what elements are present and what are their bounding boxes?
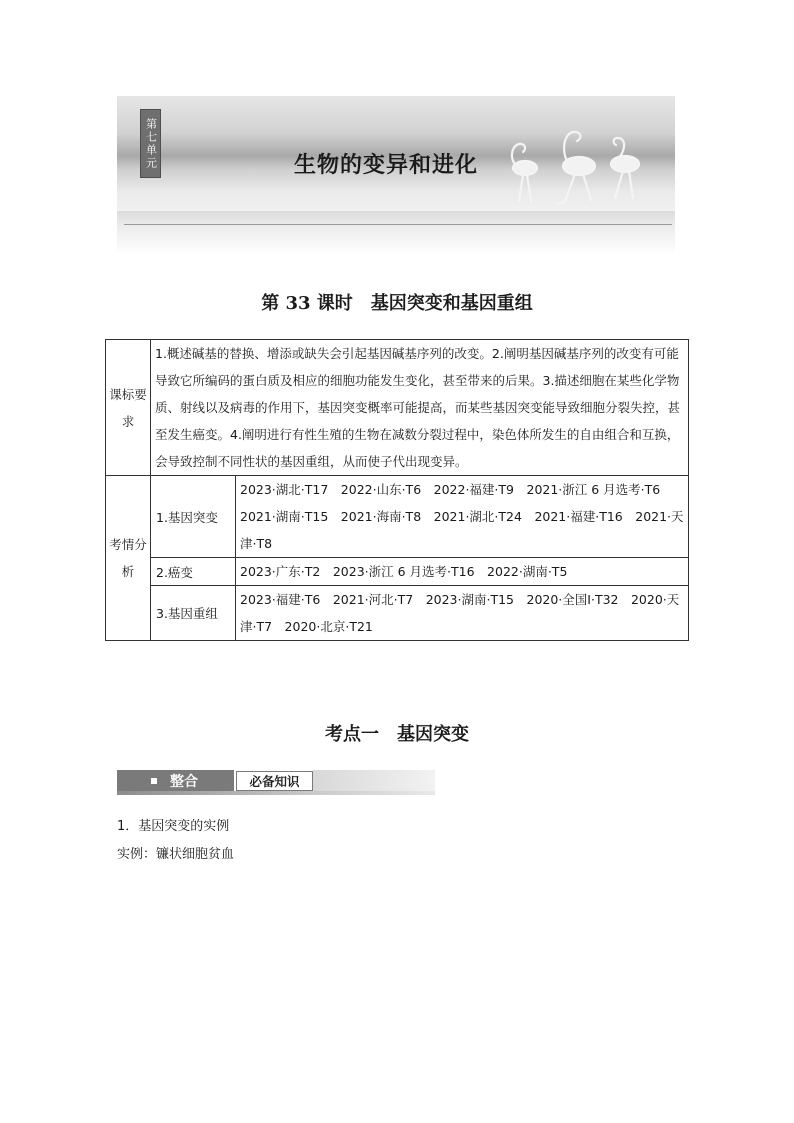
section-title: 考点一 基因突变 (325, 724, 469, 745)
bar-fade (313, 770, 435, 791)
unit-title: 生物的变异和进化 (294, 153, 479, 178)
body-heading: 1．基因突变的实例 (117, 819, 230, 834)
unit-banner (117, 96, 675, 211)
exam-topic: 1.基因突变 (151, 476, 236, 558)
requirements-table (105, 339, 689, 641)
exam-refs: 2023·福建·T6 2021·河北·T7 2023·湖南·T15 2020·全国Ⅰ·T32 2020·天津·T7 2020·北京·T21 (236, 586, 689, 641)
exam-row (106, 558, 689, 586)
curriculum-row (106, 340, 689, 476)
exam-topic: 2.癌变 (151, 558, 236, 586)
exam-refs: 2023·湖北·T17 2022·山东·T6 2022·福建·T9 2021·浙江 6 月选考·T6 2021·湖南·T15 2021·海南·T8 2021·湖北·T24 2021·福建·T16 2021·天津·T8 (236, 476, 689, 558)
exam-row (106, 586, 689, 641)
curriculum-label: 课标要求 (106, 340, 151, 476)
exam-topic: 3.基因重组 (151, 586, 236, 641)
exam-label: 考情分析 (106, 476, 151, 641)
lesson-title: 第 33 课时 基因突变和基因重组 (261, 293, 533, 314)
bar-left (117, 770, 234, 791)
square-bullet-icon (151, 778, 157, 784)
unit-tag: 第七单元 (140, 109, 161, 178)
body-text: 实例：镰状细胞贫血 (117, 847, 235, 862)
bar-left-label: 整合 (170, 773, 198, 790)
curriculum-text: 1.概述碱基的替换、增添或缺失会引起基因碱基序列的改变。2.阐明基因碱基序列的改变有可能导致它所编码的蛋白质及相应的细胞功能发生变化，甚至带来的后果。3.描述细胞在某些化学物质、射线以及病毒的作用下，基因突变概率可能提高，而某些基因突变能导致细胞分裂失控，甚至发生癌变。4.阐明进行有性生殖的生物在减数分裂过程中，染色体所发生的自由组合和互换，会导致控制不同性状的基因重组，从而使子代出现变异。 (151, 340, 689, 476)
exam-row (106, 476, 689, 558)
flamingo-illustration (499, 116, 659, 208)
exam-refs: 2023·广东·T2 2023·浙江 6 月选考·T16 2022·湖南·T5 (236, 558, 689, 586)
bar-right-label: 必备知识 (236, 771, 313, 791)
banner-reflection (117, 211, 675, 255)
section-bar (117, 770, 435, 794)
bar-underline (117, 791, 435, 795)
banner-divider (124, 224, 672, 225)
